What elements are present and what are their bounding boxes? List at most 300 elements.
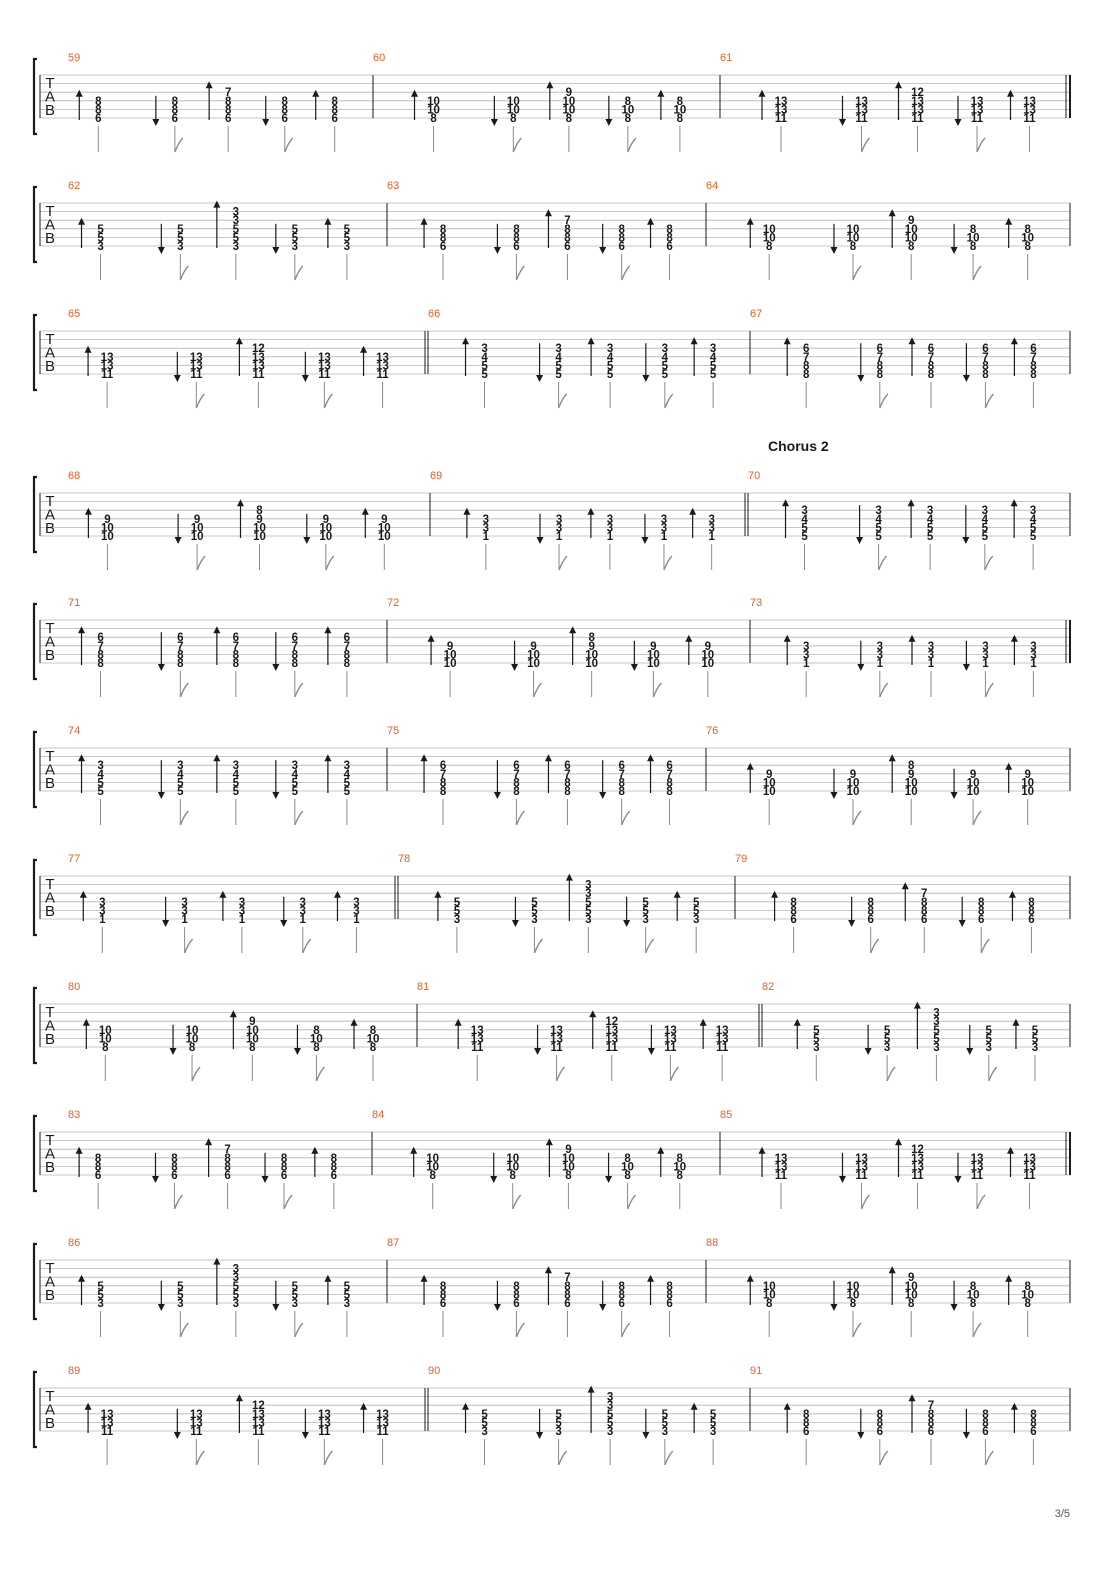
fret-number: 1 [555, 531, 563, 543]
eighth-flag [985, 394, 993, 408]
strum-chord [951, 1281, 982, 1337]
fret-number: 11 [970, 1170, 984, 1182]
strum-chord [272, 760, 303, 825]
fret-number: 13 [774, 1161, 788, 1174]
fret-number: 7 [666, 768, 673, 781]
fret-number: 6 [876, 343, 884, 356]
fret-number: 3 [802, 640, 810, 653]
fret-number: 8 [876, 369, 884, 381]
strum-chord [588, 1386, 614, 1465]
eighth-flag [973, 1323, 981, 1337]
fret-number: 5 [343, 1289, 351, 1302]
strum-chord [302, 352, 333, 408]
fret-number: 8 [1030, 369, 1037, 381]
fret-number: 8 [982, 360, 989, 373]
arrowhead [490, 1176, 497, 1183]
measure [68, 981, 379, 1081]
fret-number: 7 [876, 351, 884, 364]
fret-number: 8 [439, 1280, 447, 1293]
arrowhead [312, 90, 319, 97]
fret-number: 6 [927, 1426, 935, 1438]
fret-number: 8 [766, 241, 773, 253]
fret-number: 7 [232, 640, 240, 653]
fret-number: 8 [171, 1161, 178, 1174]
tab-clef-letter: A [44, 88, 56, 106]
strum-chord [857, 343, 888, 408]
arrowhead [747, 763, 754, 770]
fret-number: 6 [439, 760, 447, 773]
fret-number: 10 [310, 1033, 323, 1046]
fret-number: 10 [245, 1024, 259, 1037]
tab-clef-letter: A [44, 1017, 56, 1035]
fret-number: 5 [453, 896, 461, 909]
fret-number: 9 [588, 640, 595, 653]
fret-number: 3 [99, 905, 106, 918]
fret-number: 5 [1029, 522, 1037, 535]
fret-number: 4 [709, 351, 717, 364]
strum-chord [962, 505, 993, 570]
arrowhead [889, 209, 896, 216]
arrowhead [158, 1304, 165, 1311]
fret-number: 5 [232, 1280, 240, 1293]
eighth-flag [559, 1451, 567, 1465]
fret-number: 8 [439, 777, 447, 790]
fret-number: 7 [564, 215, 571, 228]
fret-number: 6 [280, 1170, 288, 1182]
strum-chord [685, 635, 714, 697]
fret-number: 8 [969, 241, 977, 253]
arrowhead [784, 1403, 791, 1410]
fret-number: 8 [513, 777, 520, 790]
fret-number: 10 [646, 649, 660, 662]
arrowhead [534, 1048, 541, 1055]
fret-number: 3 [343, 241, 351, 253]
strum-chord [648, 1025, 679, 1081]
fret-number: 11 [855, 113, 868, 125]
tab-system [34, 180, 1070, 280]
fret-number: 7 [982, 351, 989, 364]
eighth-flag [324, 1451, 332, 1465]
arrowhead [1011, 635, 1018, 642]
measure [430, 470, 715, 570]
measure-number: 76 [706, 725, 719, 737]
arrowhead [648, 1048, 655, 1055]
fret-number: 10 [377, 522, 391, 535]
arrowhead [174, 1432, 181, 1439]
measure [720, 1109, 1036, 1209]
eighth-flag [977, 138, 985, 152]
fret-number: 13 [470, 1033, 484, 1046]
eighth-flag [326, 556, 334, 570]
fret-number: 11 [376, 1426, 389, 1438]
fret-number: 3 [883, 1042, 891, 1054]
fret-number: 5 [531, 896, 538, 909]
fret-number: 4 [481, 351, 488, 364]
strum-chord [294, 1025, 325, 1081]
arrowhead [85, 508, 92, 515]
arrowhead [966, 1048, 973, 1055]
fret-number: 13 [1023, 104, 1036, 117]
fret-number: 6 [564, 760, 571, 773]
arrowhead [857, 664, 864, 671]
strum-chord [324, 1275, 350, 1337]
fret-number: 9 [849, 768, 857, 781]
eighth-flag [185, 939, 193, 953]
fret-number: 10 [377, 531, 391, 543]
eighth-flag [324, 394, 332, 408]
fret-number: 8 [565, 113, 573, 125]
strum-chord [1012, 1019, 1038, 1081]
fret-number: 6 [1028, 914, 1035, 926]
arrowhead [909, 635, 916, 642]
measure-number: 79 [735, 853, 748, 865]
fret-number: 5 [606, 1408, 614, 1421]
eighth-flag [981, 939, 989, 953]
fret-number: 5 [232, 223, 240, 236]
fret-number: 5 [232, 777, 240, 790]
fret-number: 8 [666, 232, 673, 245]
strum-chord [494, 1281, 524, 1337]
arrowhead [588, 337, 595, 344]
strum-chord [303, 514, 334, 570]
fret-number: 13 [911, 1152, 924, 1165]
arrowhead [362, 508, 369, 515]
measure-number: 68 [68, 470, 81, 482]
fret-number: 6 [224, 113, 232, 125]
eighth-flag [628, 138, 636, 152]
fret-number: 5 [343, 786, 351, 798]
eighth-flag [853, 266, 861, 280]
eighth-flag [665, 394, 673, 408]
fret-number: 9 [530, 640, 537, 653]
fret-number: 5 [606, 369, 614, 381]
eighth-flag [985, 1451, 993, 1465]
fret-number: 10 [846, 1280, 860, 1293]
arrowhead [494, 792, 501, 799]
measure [706, 725, 1034, 825]
strum-chord [302, 1409, 333, 1465]
fret-number: 8 [849, 241, 857, 253]
system-bracket [34, 477, 37, 552]
fret-number: 8 [666, 777, 673, 790]
fret-number: 4 [1029, 513, 1037, 526]
strum-chord [411, 90, 440, 152]
fret-number: 7 [921, 888, 928, 901]
arrowhead [272, 1304, 279, 1311]
fret-number: 10 [101, 531, 114, 543]
strum-chord [170, 1025, 201, 1081]
fret-number: 10 [673, 104, 687, 117]
strum-chord [462, 1403, 488, 1465]
arrowhead [1012, 1019, 1019, 1026]
tab-clef-letter: A [44, 1401, 56, 1419]
fret-number: 8 [907, 241, 915, 253]
fret-number: 10 [427, 104, 440, 117]
fret-number: 12 [252, 1400, 265, 1413]
strum-chord [78, 218, 104, 280]
strum-chord [350, 1019, 379, 1081]
fret-number: 13 [317, 1408, 331, 1421]
fret-number: 3 [933, 1016, 940, 1029]
eighth-flag [871, 939, 879, 953]
tab-clef-letter: B [44, 1031, 56, 1048]
fret-number: 5 [232, 232, 240, 245]
tab-system [34, 981, 1070, 1081]
fret-number: 8 [509, 1170, 516, 1182]
measure [68, 1237, 351, 1337]
fret-number: 5 [661, 360, 669, 373]
fret-number: 11 [550, 1042, 563, 1054]
tab-clef-letter: B [44, 903, 56, 920]
fret-number: 3 [555, 1426, 562, 1438]
arrowhead [1007, 90, 1014, 97]
arrowhead [865, 1048, 872, 1055]
fret-number: 3 [238, 905, 246, 918]
fret-number: 8 [95, 95, 102, 108]
strum-chord [966, 1025, 997, 1081]
fret-number: 8 [102, 1042, 109, 1054]
fret-number: 13 [605, 1033, 619, 1046]
strum-chord [647, 1275, 673, 1337]
tab-clef-letter: B [44, 1415, 56, 1432]
fret-number: 10 [98, 1033, 112, 1046]
fret-number: 5 [606, 360, 614, 373]
strum-chord [647, 218, 673, 280]
strum-chord [494, 760, 524, 825]
strum-chord [174, 352, 205, 408]
fret-number: 8 [876, 1408, 884, 1421]
fret-number: 11 [252, 369, 265, 381]
arrowhead [78, 218, 85, 225]
arrowhead [908, 499, 915, 506]
fret-number: 1 [876, 658, 884, 670]
fret-number: 8 [802, 1408, 810, 1421]
arrowhead [462, 1403, 469, 1410]
arrowhead [494, 247, 501, 254]
fret-number: 13 [911, 104, 924, 117]
measure [373, 52, 686, 152]
measure-number: 72 [387, 597, 400, 609]
measure-number: 75 [387, 725, 400, 737]
measure [417, 981, 729, 1081]
measure-number: 64 [706, 180, 719, 192]
measure [387, 1237, 673, 1337]
fret-number: 13 [252, 351, 265, 364]
strum-chord [174, 1409, 205, 1465]
measure-number: 84 [372, 1109, 385, 1121]
tab-system [34, 438, 1070, 570]
fret-number: 10 [506, 95, 520, 108]
arrowhead [262, 119, 269, 126]
fret-number: 8 [982, 369, 989, 381]
fret-number: 8 [513, 223, 520, 236]
arrowhead [830, 247, 837, 254]
measure [68, 52, 339, 152]
fret-number: 5 [232, 1289, 240, 1302]
fret-number: 12 [911, 1144, 924, 1157]
fret-number: 8 [927, 1417, 935, 1430]
fret-number: 3 [353, 905, 360, 918]
fret-number: 13 [189, 351, 203, 364]
fret-number: 10 [527, 649, 540, 662]
eighth-flag [670, 1067, 678, 1081]
arrowhead [311, 1147, 318, 1154]
measure [68, 180, 351, 280]
strum-chord [76, 90, 102, 152]
arrowhead [78, 1275, 85, 1282]
measure [735, 853, 1035, 953]
arrowhead [700, 1019, 707, 1026]
fret-number: 13 [970, 104, 984, 117]
fret-number: 6 [1030, 1426, 1037, 1438]
fret-number: 5 [177, 786, 184, 798]
eighth-flag [559, 556, 567, 570]
fret-number: 7 [564, 768, 571, 781]
eighth-flag [295, 266, 303, 280]
strum-chord [85, 1403, 114, 1465]
fret-number: 3 [585, 888, 592, 901]
arrowhead [642, 1432, 649, 1439]
fret-number: 8 [343, 658, 351, 670]
system-bracket [34, 59, 37, 134]
fret-number: 5 [926, 531, 934, 543]
fret-number: 11 [471, 1042, 484, 1054]
fret-number: 8 [177, 649, 184, 662]
fret-number: 3 [985, 1042, 992, 1054]
measure [387, 725, 673, 825]
arrowhead [599, 792, 606, 799]
measure-number: 65 [68, 308, 81, 320]
fret-number: 8 [624, 1152, 631, 1165]
fret-number: 10 [1021, 232, 1035, 245]
fret-number: 3 [232, 1272, 240, 1285]
fret-number: 1 [660, 531, 668, 543]
eighth-flag [862, 1195, 870, 1209]
eighth-flag [989, 1067, 997, 1081]
eighth-flag [557, 1067, 565, 1081]
strum-chord [83, 1019, 112, 1081]
strum-chord [428, 635, 457, 697]
eighth-flag [534, 939, 542, 953]
arrowhead [294, 1048, 301, 1055]
fret-number: 8 [224, 1152, 231, 1165]
eighth-flag [887, 1067, 895, 1081]
arrowhead [236, 337, 243, 344]
fret-number: 8 [510, 113, 517, 125]
strum-chord [657, 90, 686, 152]
arrowhead [237, 499, 244, 506]
fret-number: 8 [618, 786, 625, 798]
fret-number: 5 [177, 1280, 184, 1293]
fret-number: 10 [562, 104, 576, 117]
measure-number: 87 [387, 1237, 400, 1249]
fret-number: 6 [666, 760, 673, 773]
fret-number: 6 [95, 113, 102, 125]
arrowhead [213, 754, 220, 761]
fret-number: 5 [709, 1408, 717, 1421]
fret-number: 12 [605, 1016, 619, 1029]
eighth-flag [196, 1451, 204, 1465]
strum-chord [830, 769, 861, 825]
measure-number: 60 [373, 52, 386, 64]
fret-number: 7 [439, 768, 447, 781]
fret-number: 3 [181, 905, 188, 918]
fret-number: 13 [252, 360, 265, 373]
tab-clef-letter: B [44, 358, 56, 375]
fret-number: 3 [353, 896, 360, 909]
fret-number: 6 [977, 914, 985, 926]
measure-number: 70 [748, 470, 761, 482]
fret-number: 6 [177, 632, 184, 645]
strum-chord [642, 1409, 673, 1465]
fret-number: 11 [911, 1170, 924, 1182]
arrowhead [78, 626, 85, 633]
strum-chord [421, 218, 447, 280]
arrowhead [410, 1147, 417, 1154]
fret-number: 3 [1030, 649, 1037, 662]
fret-number: 6 [281, 113, 288, 125]
eighth-flag [853, 811, 861, 825]
strum-chord [747, 1275, 776, 1337]
fret-number: 4 [555, 351, 562, 364]
eighth-flag [853, 1323, 861, 1337]
arrowhead [909, 1394, 916, 1401]
tab-clef-letter: B [44, 520, 56, 537]
fret-number: 4 [801, 513, 808, 526]
fret-number: 5 [709, 360, 717, 373]
fret-number: 13 [1023, 95, 1036, 108]
arrowhead [955, 119, 962, 126]
fret-number: 5 [97, 777, 104, 790]
fret-number: 7 [224, 87, 232, 100]
fret-number: 1 [606, 531, 614, 543]
arrowhead [428, 635, 435, 642]
arrowhead [272, 247, 279, 254]
fret-number: 13 [970, 1161, 984, 1174]
fret-number: 7 [177, 640, 184, 653]
strum-chord [334, 891, 360, 953]
fret-number: 8 [369, 1024, 377, 1037]
fret-number: 3 [801, 505, 808, 518]
strum-chord [1011, 1403, 1037, 1465]
arrowhead [434, 891, 441, 898]
arrowhead [83, 1019, 90, 1026]
arrowhead [1011, 1403, 1018, 1410]
fret-number: 5 [555, 1408, 562, 1421]
fret-number: 8 [1030, 1417, 1037, 1430]
fret-number: 13 [317, 1417, 331, 1430]
section-marker: Chorus 2 [768, 438, 829, 454]
measure-number: 88 [706, 1237, 719, 1249]
tab-clef-letter: B [44, 775, 56, 792]
fret-number: 6 [876, 1426, 884, 1438]
fret-number: 8 [876, 1417, 884, 1430]
arrowhead [546, 81, 553, 88]
arrowhead [213, 626, 220, 633]
fret-number: 11 [1023, 113, 1036, 125]
fret-number: 5 [232, 786, 240, 798]
fret-number: 13 [715, 1033, 729, 1046]
fret-number: 11 [318, 369, 331, 381]
arrowhead [80, 891, 87, 898]
strum-chord [158, 224, 189, 280]
fret-number: 8 [232, 658, 240, 670]
strum-chord [784, 1403, 810, 1465]
strum-chord [1005, 218, 1034, 280]
measure [68, 725, 351, 825]
fret-number: 13 [550, 1033, 563, 1046]
arrowhead [963, 664, 970, 671]
